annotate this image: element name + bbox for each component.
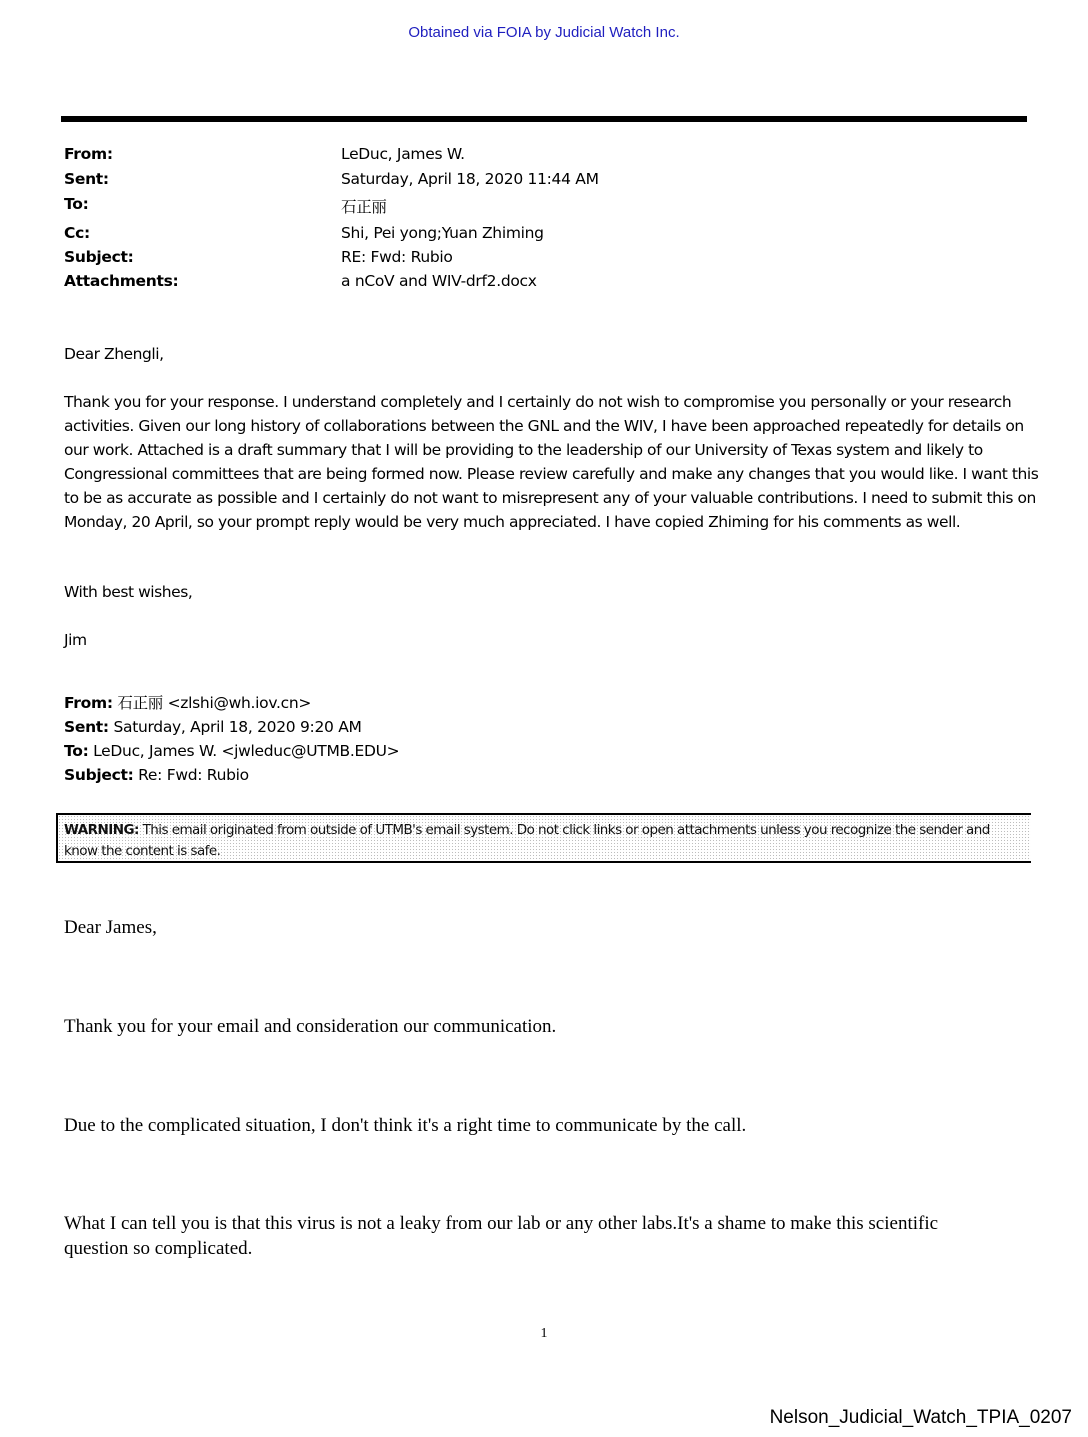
message-signature: Jim (64, 631, 87, 649)
warning-message: This email originated from outside of UTMB's email system. Do not click links or open attachments unless you recognize the sender and know the content is safe. (64, 822, 990, 859)
quoted-from-value: 石正丽 <zlshi@wh.iov.cn> (117, 694, 312, 712)
quoted-from-label: From: (64, 694, 113, 712)
header-label: Sent: (64, 170, 109, 188)
warning-text (64, 820, 1024, 862)
header-label: From: (64, 145, 113, 163)
quoted-to (64, 742, 399, 760)
reply-paragraph-2: Due to the complicated situation, I don't think it's a right time to communicate by the call. (64, 1115, 747, 1136)
header-value: RE: Fwd: Rubio (341, 248, 453, 266)
bates-number: Nelson_Judicial_Watch_TPIA_0207 (769, 1407, 1072, 1428)
attachment-link[interactable]: a nCoV and WIV-drf2.docx (341, 272, 537, 290)
message-paragraph: Thank you for your response. I understand completely and I certainly do not wish to compromise you personally or your research activities. Given our long history of collaborations between the GNL and the WIV, I have been approached repeatedly for details on our work. Attached is a draft summary that I will be providing to the leadership of our University of Texas system and likely to Congressional committees that are being formed now. Please review carefully and make any changes that you would like. I want this to be as accurate as possible and I certainly do not want to misrepresent any of your valuable contributions. I need to submit this on Monday, 20 April, so your prompt reply would be very much appreciated. I have copied Zhiming for his comments as well. (64, 393, 1039, 531)
quoted-subject-label: Subject: (64, 766, 134, 784)
header-label: Cc: (64, 224, 90, 242)
reply-paragraph-1: Thank you for your email and consideration our communication. (64, 1016, 557, 1037)
quoted-subject (64, 766, 249, 784)
external-email-warning (56, 813, 1031, 863)
header-label: Subject: (64, 248, 134, 266)
warning-label: WARNING: (64, 822, 139, 838)
message-closing: With best wishes, (64, 583, 193, 601)
quoted-from (64, 691, 311, 713)
header-value: Shi, Pei yong;Yuan Zhiming (341, 224, 544, 242)
quoted-to-label: To: (64, 742, 89, 760)
quoted-to-value: LeDuc, James W. <jwleduc@UTMB.EDU> (93, 742, 400, 760)
quoted-sent (64, 718, 362, 736)
quoted-subject-value: Re: Fwd: Rubio (138, 766, 249, 784)
header-label: To: (64, 195, 89, 213)
foia-stamp: Obtained via FOIA by Judicial Watch Inc. (408, 24, 680, 41)
header-rule (61, 116, 1027, 122)
quoted-sent-label: Sent: (64, 718, 109, 736)
header-value: 石正丽 (341, 198, 387, 216)
page-number: 1 (540, 1326, 548, 1341)
message-greeting: Dear Zhengli, (64, 345, 164, 363)
quoted-sent-value: Saturday, April 18, 2020 9:20 AM (113, 718, 362, 736)
header-value: Saturday, April 18, 2020 11:44 AM (341, 170, 599, 188)
header-value: LeDuc, James W. (341, 145, 465, 163)
reply-paragraph-3: What I can tell you is that this virus is not a leaky from our lab or any other labs.It's a shame to make this scientific question so complicated. (64, 1213, 939, 1259)
reply-greeting: Dear James, (64, 917, 157, 938)
header-label: Attachments: (64, 272, 179, 290)
